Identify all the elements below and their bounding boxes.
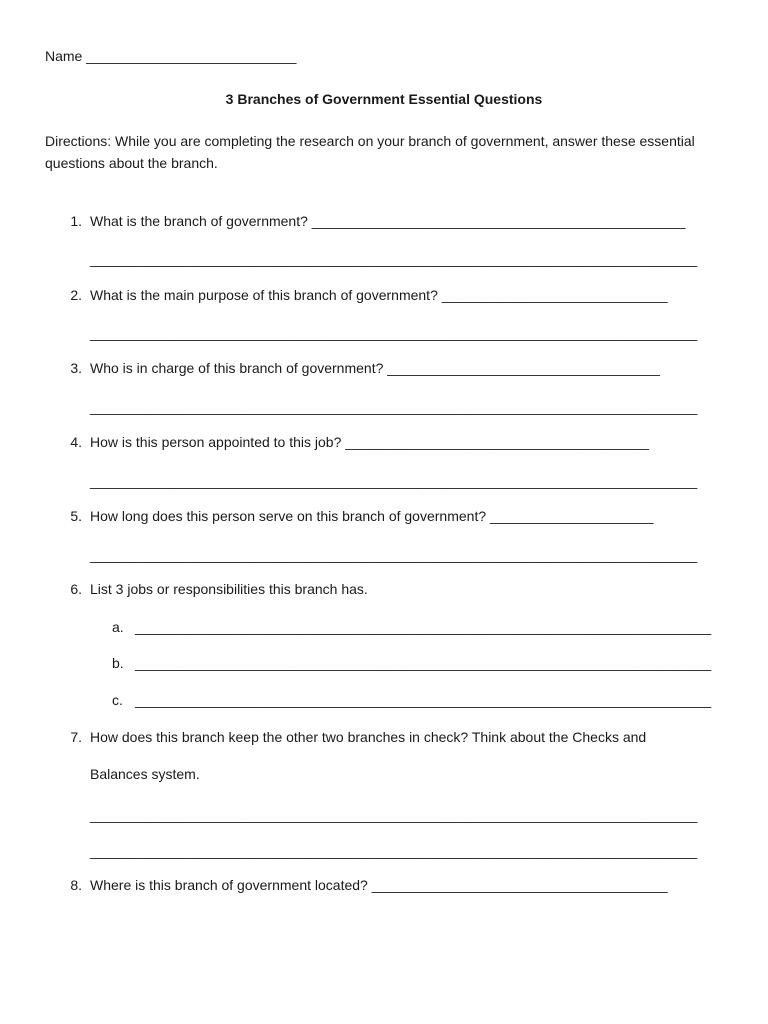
answer-line[interactable] (0, 470, 768, 492)
answer-blank[interactable]: ______________________________________________________________________________ (90, 843, 698, 859)
question-text: Who is in charge of this branch of government? ___________________________________ (90, 360, 660, 376)
question-number: 8. (70, 877, 82, 893)
directions-text: Directions: While you are completing the research on your branch of government, answer these essential questions about the branch. (45, 133, 695, 171)
question-text: List 3 jobs or responsibilities this branch has. (90, 581, 368, 597)
answer-blank[interactable]: ______________________________________________________________________________ (90, 399, 698, 415)
question-7 (0, 726, 768, 748)
sub-item-a (0, 616, 768, 638)
question-number: 6. (70, 581, 82, 597)
answer-line[interactable] (0, 840, 768, 862)
answer-blank[interactable]: ______________________________________________________________________________ (90, 807, 698, 823)
question-number: 2. (70, 287, 82, 303)
answer-line[interactable] (0, 396, 768, 418)
question-number: 4. (70, 434, 82, 450)
answer-line[interactable] (0, 322, 768, 344)
answer-blank[interactable]: __________________________________________________________________________ (135, 692, 712, 708)
question-text: How is this person appointed to this job? _______________________________________ (90, 434, 649, 450)
title-row (0, 88, 768, 110)
sub-item-letter: c. (112, 692, 123, 708)
question-text: What is the main purpose of this branch of government? _____________________________ (90, 287, 668, 303)
answer-line[interactable] (0, 804, 768, 826)
question-text: Where is this branch of government located? ______________________________________ (90, 877, 668, 893)
answer-blank[interactable]: ______________________________________________________________________________ (90, 547, 698, 563)
question-4 (0, 431, 768, 453)
question-7-continuation (0, 763, 768, 785)
sub-item-letter: a. (112, 619, 124, 635)
answer-blank[interactable]: ______________________________________________________________________________ (90, 473, 698, 489)
question-6 (0, 578, 768, 600)
answer-blank[interactable]: __________________________________________________________________________ (135, 619, 712, 635)
answer-blank[interactable]: ______________________________________________________________________________ (90, 251, 698, 267)
question-number: 5. (70, 508, 82, 524)
sub-item-c (0, 689, 768, 711)
question-3 (0, 357, 768, 379)
question-number: 7. (70, 729, 82, 745)
question-1 (0, 210, 768, 232)
sub-item-letter: b. (112, 655, 124, 671)
question-text: How long does this person serve on this branch of government? _____________________ (90, 508, 654, 524)
question-text: What is the branch of government? ________________________________________________ (90, 213, 686, 229)
name-field[interactable]: Name ___________________________ (45, 48, 297, 64)
question-2 (0, 284, 768, 306)
answer-blank[interactable]: ______________________________________________________________________________ (90, 325, 698, 341)
question-number: 1. (70, 213, 82, 229)
question-5 (0, 505, 768, 527)
page-title: 3 Branches of Government Essential Questions (225, 91, 543, 107)
name-row (0, 45, 768, 67)
answer-line[interactable] (0, 544, 768, 566)
question-8 (0, 874, 768, 896)
question-number: 3. (70, 360, 82, 376)
answer-blank[interactable]: __________________________________________________________________________ (135, 655, 712, 671)
sub-item-b (0, 652, 768, 674)
answer-line[interactable] (0, 248, 768, 270)
question-text: How does this branch keep the other two branches in check? Think about the Checks and (90, 729, 647, 745)
question-text: Balances system. (90, 766, 200, 782)
